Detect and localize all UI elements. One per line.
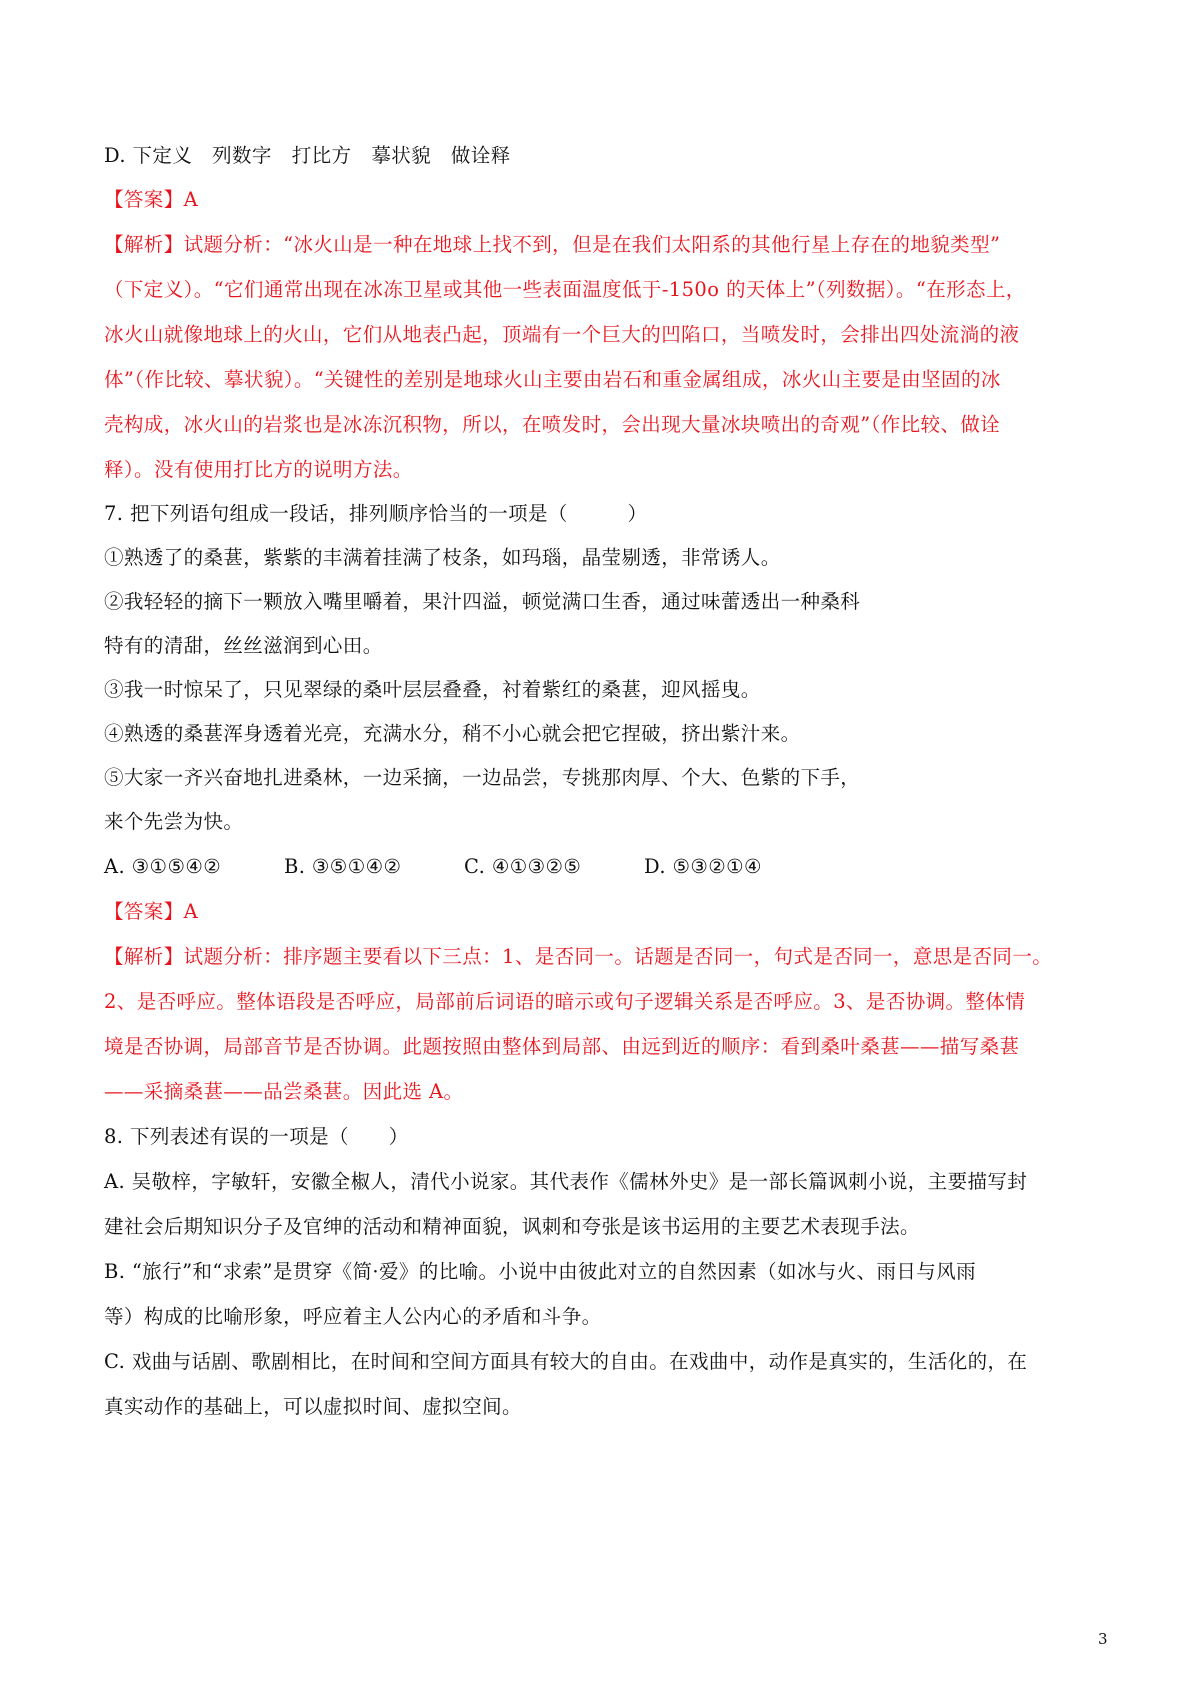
analysis-label: 【解析】 (104, 233, 184, 256)
q8-option-line: 建社会后期知识分子及官绅的活动和精神面貌，讽刺和夸张是该书运用的主要艺术表现手法。 (104, 1215, 920, 1238)
q7-options (104, 857, 824, 877)
q6-analysis-line: 壳构成，冰火山的岩浆也是冰冻沉积物，所以，在喷发时，会出现大量冰块喷出的奇观”（作比较、做诠 (104, 413, 1001, 436)
q8-option-line: 真实动作的基础上，可以虚拟时间、虚拟空间。 (104, 1395, 522, 1418)
answer-value: A (183, 188, 199, 211)
q7-analysis-line: 【解析】试题分析：排序题主要看以下三点：1、是否同一。话题是否同一，句式是否同一，意思是否同一。 (104, 945, 1053, 968)
q7-sentence: 来个先尝为快。 (104, 810, 244, 833)
q7-option-a: A. ③①⑤④② (104, 855, 222, 878)
q8-option-line: A. 吴敬梓，字敏轩，安徽全椒人，清代小说家。其代表作《儒林外史》是一部长篇讽刺小说，主要描写封 (104, 1170, 1028, 1193)
q6-option-d: D. 下定义 列数字 打比方 摹状貌 做诠释 (104, 144, 511, 167)
q7-sentence: ⑤大家一齐兴奋地扎进桑林，一边采摘，一边品尝，专挑那肉厚、个大、色紫的下手， (104, 766, 861, 789)
page-number: 3 (1098, 1630, 1108, 1648)
q8-option-line: C. 戏曲与话剧、歌剧相比，在时间和空间方面具有较大的自由。在戏曲中，动作是真实的，生活化的，在 (104, 1350, 1028, 1373)
q7-option-b: B. ③⑤①④② (284, 855, 402, 878)
q7-option-d: D. ⑤③②①④ (644, 855, 762, 878)
q7-analysis-line: 2、是否呼应。整体语段是否呼应，局部前后词语的暗示或句子逻辑关系是否呼应。3、是否协调。整体情 (104, 990, 1026, 1013)
q7-sentence: 特有的清甜，丝丝滋润到心田。 (104, 634, 383, 657)
q7-sentence: ①熟透了的桑葚，紫紫的丰满着挂满了枝条，如玛瑙，晶莹剔透，非常诱人。 (104, 546, 781, 569)
q6-analysis-line: 体”（作比较、摹状貌）。“关键性的差别是地球火山主要由岩石和重金属组成，冰火山主要是由坚固的冰 (104, 368, 1001, 391)
q8-stem: 8. 下列表述有误的一项是（ ） (104, 1125, 409, 1148)
q7-sentence: ③我一时惊呆了，只见翠绿的桑叶层层叠叠，衬着紫红的桑葚，迎风摇曳。 (104, 678, 761, 701)
q7-analysis-line: ——采摘桑葚——品尝桑葚。因此选 A。 (104, 1080, 464, 1103)
q8-option-line: 等）构成的比喻形象，呼应着主人公内心的矛盾和斗争。 (104, 1305, 602, 1328)
q6-analysis-line: （下定义）。“它们通常出现在冰冻卫星或其他一些表面温度低于-150o 的天体上”（列数据）。“在形态上， (104, 278, 1026, 301)
q6-analysis-line: 冰火山就像地球上的火山，它们从地表凸起，顶端有一个巨大的凹陷口，当喷发时，会排出四处流淌的液 (104, 323, 1020, 346)
answer-label: 【答案】 (104, 900, 184, 923)
q7-option-c: C. ④①③②⑤ (464, 855, 582, 878)
q6-analysis-line: 【解析】试题分析：“冰火山是一种在地球上找不到，但是在我们太阳系的其他行星上存在的地貌类型” (104, 233, 1001, 256)
q7-sentence: ④熟透的桑葚浑身透着光亮，充满水分，稍不小心就会把它捏破，挤出紫汁来。 (104, 722, 801, 745)
q7-answer (104, 902, 198, 922)
answer-value: A (183, 900, 199, 923)
analysis-label: 【解析】 (104, 945, 184, 968)
q6-analysis-line: 释）。没有使用打比方的说明方法。 (104, 458, 413, 481)
q7-stem: 7. 把下列语句组成一段话，排列顺序恰当的一项是（ ） (104, 502, 648, 525)
q6-answer (104, 190, 198, 210)
q7-analysis-line: 境是否协调，局部音节是否协调。此题按照由整体到局部、由远到近的顺序：看到桑叶桑葚——描写桑葚 (104, 1035, 1020, 1058)
answer-label: 【答案】 (104, 188, 184, 211)
q7-sentence: ②我轻轻的摘下一颗放入嘴里嚼着，果汁四溢，顿觉满口生香，通过味蕾透出一种桑科 (104, 590, 861, 613)
q8-option-line: B. “旅行”和“求索”是贯穿《简·爱》的比喻。小说中由彼此对立的自然因素（如冰与火、雨日与风雨 (104, 1260, 977, 1283)
